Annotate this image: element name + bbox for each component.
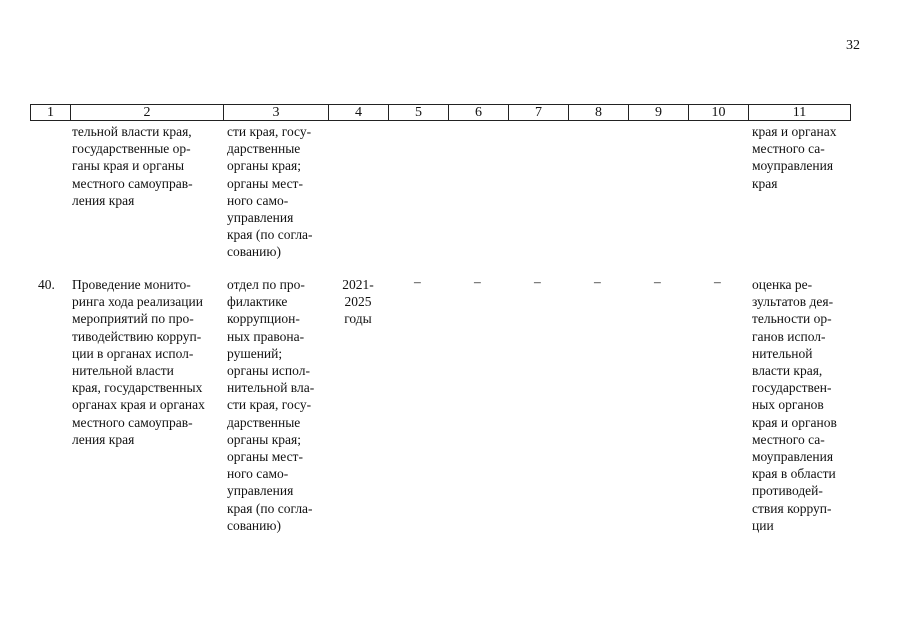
continued-executor-cell: тельной власти края, государственные ор- ганы края и органы местного самоуправ- ления края [72, 124, 193, 208]
column-number-8: 8 [569, 105, 629, 121]
column-number-6: 6 [449, 105, 509, 121]
continued-result-cell: края и органах местного са- моуправления края [752, 124, 837, 191]
dash-col6: – [474, 274, 481, 289]
column-number-5: 5 [389, 105, 449, 121]
row-number: 40. [38, 277, 55, 292]
dash-col7: – [534, 274, 541, 289]
dash-col8: – [594, 274, 601, 289]
result-cell: оценка ре- зультатов дея- тельности ор- ганов испол- нительной власти края, государствен- ных органов края и органов местного са- моуправления края в области противодей- ствия корруп- ции [752, 277, 837, 533]
dash-col9: – [654, 274, 661, 289]
page-number: 32 [846, 38, 860, 53]
column-number-2: 2 [71, 105, 224, 121]
dash-col5: – [414, 274, 421, 289]
responsible-cell: отдел по про- филактике коррупцион- ных правона- рушений; органы испол- нительной вла- сти края, госу- дарственные органы края; органы мест- ного само- управления края (по согла- сованию) [227, 277, 315, 533]
continued-responsible-cell: сти края, госу- дарственные органы края; органы мест- ного само- управления края (по согла- сованию) [227, 124, 313, 260]
column-number-11: 11 [749, 105, 851, 121]
period-cell: 2021- 2025 годы [342, 277, 374, 327]
column-number-10: 10 [689, 105, 749, 121]
column-number-4: 4 [329, 105, 389, 121]
column-number-3: 3 [224, 105, 329, 121]
column-number-9: 9 [629, 105, 689, 121]
dash-col10: – [714, 274, 721, 289]
column-number-7: 7 [509, 105, 569, 121]
activity-cell: Проведение монито- ринга хода реализации мероприятий по про- тиводействию корруп- ции в органах испол- нительной власти края, государственных органах края и органах местного самоуправ- ления края [72, 277, 205, 447]
column-number-1: 1 [31, 105, 71, 121]
column-number-header [30, 104, 851, 121]
